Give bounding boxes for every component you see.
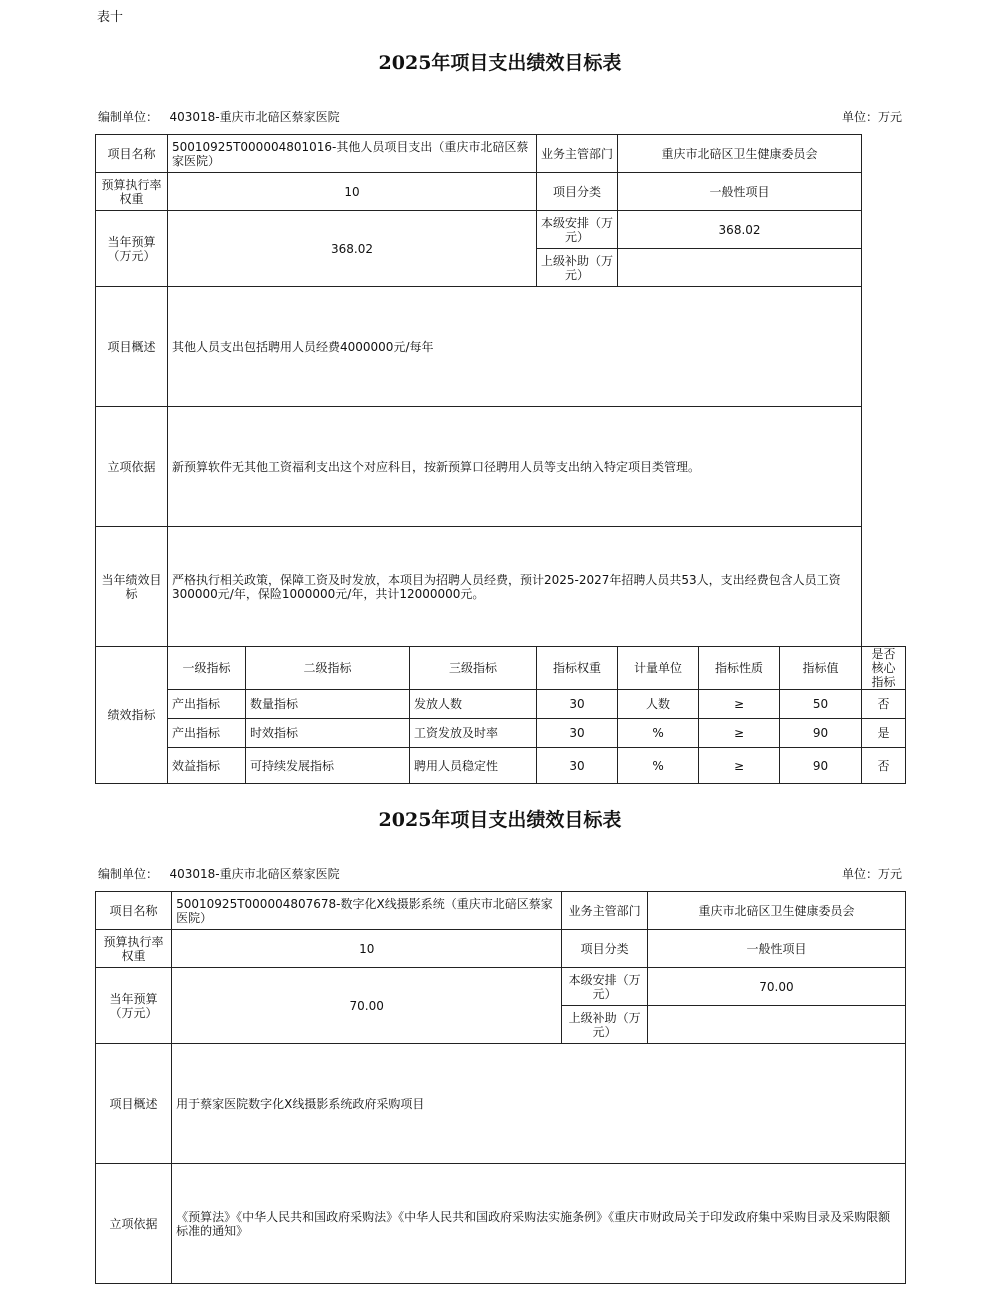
weight-value: 10 bbox=[168, 173, 537, 211]
table-row bbox=[96, 690, 906, 719]
project-name-value: 50010925T000004807678-数字化X线摄影系统（重庆市北碚区蔡家医院） bbox=[172, 892, 562, 930]
basis-value: 新预算软件无其他工资福利支出这个对应科目，按新预算口径聘用人员等支出纳入特定项目类管理。 bbox=[168, 407, 862, 527]
dept-value: 重庆市北碚区卫生健康委员会 bbox=[647, 892, 905, 930]
label-goal: 当年绩效目标 bbox=[96, 527, 168, 647]
level1-cell: 效益指标 bbox=[168, 748, 246, 784]
label-project-name: 项目名称 bbox=[96, 892, 172, 930]
level1-cell: 产出指标 bbox=[168, 690, 246, 719]
money-unit: 单位：万元 bbox=[841, 110, 902, 124]
self-arrangement-value: 368.02 bbox=[618, 211, 862, 249]
level2-cell: 时效指标 bbox=[246, 719, 410, 748]
compiling-unit-label: 编制单位： bbox=[98, 110, 159, 124]
core-cell: 是 bbox=[862, 719, 906, 748]
label-indicators: 绩效指标 bbox=[96, 647, 168, 784]
upper-subsidy-value bbox=[618, 249, 862, 287]
performance-table-1 bbox=[95, 134, 906, 784]
table-row bbox=[96, 719, 906, 748]
budget-value: 70.00 bbox=[172, 968, 562, 1044]
unit-cell: % bbox=[618, 748, 699, 784]
unit-cell: 人数 bbox=[618, 690, 699, 719]
compiling-unit-label: 编制单位： bbox=[98, 867, 159, 881]
core-cell: 否 bbox=[862, 690, 906, 719]
budget-value: 368.02 bbox=[168, 211, 537, 287]
label-overview: 项目概述 bbox=[96, 287, 168, 407]
value-cell: 90 bbox=[780, 748, 862, 784]
label-basis: 立项依据 bbox=[96, 1164, 172, 1284]
page-title-2: 2025年项目支出绩效目标表 bbox=[378, 809, 622, 831]
label-upper-subsidy: 上级补助（万元） bbox=[562, 1006, 648, 1044]
level3-cell: 发放人数 bbox=[410, 690, 537, 719]
weight-cell: 30 bbox=[537, 690, 618, 719]
project-name-value: 50010925T000004801016-其他人员项目支出（重庆市北碚区蔡家医院） bbox=[168, 135, 537, 173]
compiling-unit-value: 403018-重庆市北碚区蔡家医院 bbox=[169, 867, 340, 881]
weight-value: 10 bbox=[172, 930, 562, 968]
label-budget: 当年预算（万元） bbox=[96, 211, 168, 287]
level3-cell: 工资发放及时率 bbox=[410, 719, 537, 748]
label-dept: 业务主管部门 bbox=[537, 135, 618, 173]
category-value: 一般性项目 bbox=[647, 930, 905, 968]
basis-value: 《预算法》《中华人民共和国政府采购法》《中华人民共和国政府采购法实施条例》《重庆市财政局关于印发政府集中采购目录及采购限额标准的通知》 bbox=[172, 1164, 906, 1284]
self-arrangement-value: 70.00 bbox=[647, 968, 905, 1006]
label-overview: 项目概述 bbox=[96, 1044, 172, 1164]
overview-value: 其他人员支出包括聘用人员经费4000000元/每年 bbox=[168, 287, 862, 407]
upper-subsidy-value bbox=[647, 1006, 905, 1044]
money-unit-2: 单位：万元 bbox=[841, 867, 902, 881]
category-value: 一般性项目 bbox=[618, 173, 862, 211]
label-project-name: 项目名称 bbox=[96, 135, 168, 173]
indicator-header: 是否核心指标 bbox=[862, 647, 906, 690]
indicator-header: 二级指标 bbox=[246, 647, 410, 690]
goal-value: 严格执行相关政策，保障工资及时发放，本项目为招聘人员经费，预计2025-2027年招聘人员共53人，支出经费包含人员工资300000元/年，保险1000000元/年，共计12000000元。 bbox=[168, 527, 862, 647]
level3-cell: 聘用人员稳定性 bbox=[410, 748, 537, 784]
compiling-unit bbox=[98, 108, 340, 125]
level2-cell: 可持续发展指标 bbox=[246, 748, 410, 784]
label-weight: 预算执行率权重 bbox=[96, 930, 172, 968]
compiling-unit-value: 403018-重庆市北碚区蔡家医院 bbox=[169, 110, 340, 124]
value-cell: 50 bbox=[780, 690, 862, 719]
nature-cell: ≥ bbox=[699, 719, 780, 748]
unit-cell: % bbox=[618, 719, 699, 748]
performance-table-2 bbox=[95, 891, 906, 1284]
indicator-header: 三级指标 bbox=[410, 647, 537, 690]
core-cell: 否 bbox=[862, 748, 906, 784]
label-category: 项目分类 bbox=[562, 930, 648, 968]
overview-value: 用于蔡家医院数字化X线摄影系统政府采购项目 bbox=[172, 1044, 906, 1164]
label-budget: 当年预算（万元） bbox=[96, 968, 172, 1044]
indicator-header: 一级指标 bbox=[168, 647, 246, 690]
page-title: 2025年项目支出绩效目标表 bbox=[378, 52, 622, 74]
indicator-header: 计量单位 bbox=[618, 647, 699, 690]
label-weight: 预算执行率权重 bbox=[96, 173, 168, 211]
label-dept: 业务主管部门 bbox=[562, 892, 648, 930]
table-tag: 表十 bbox=[97, 10, 124, 25]
nature-cell: ≥ bbox=[699, 748, 780, 784]
label-category: 项目分类 bbox=[537, 173, 618, 211]
weight-cell: 30 bbox=[537, 748, 618, 784]
label-upper-subsidy: 上级补助（万元） bbox=[537, 249, 618, 287]
dept-value: 重庆市北碚区卫生健康委员会 bbox=[618, 135, 862, 173]
nature-cell: ≥ bbox=[699, 690, 780, 719]
value-cell: 90 bbox=[780, 719, 862, 748]
label-self-arrangement: 本级安排（万元） bbox=[537, 211, 618, 249]
label-basis: 立项依据 bbox=[96, 407, 168, 527]
indicator-header: 指标性质 bbox=[699, 647, 780, 690]
indicator-header: 指标值 bbox=[780, 647, 862, 690]
level1-cell: 产出指标 bbox=[168, 719, 246, 748]
weight-cell: 30 bbox=[537, 719, 618, 748]
indicator-header: 指标权重 bbox=[537, 647, 618, 690]
label-self-arrangement: 本级安排（万元） bbox=[562, 968, 648, 1006]
level2-cell: 数量指标 bbox=[246, 690, 410, 719]
table-row bbox=[96, 748, 906, 784]
compiling-unit-2 bbox=[98, 865, 340, 882]
